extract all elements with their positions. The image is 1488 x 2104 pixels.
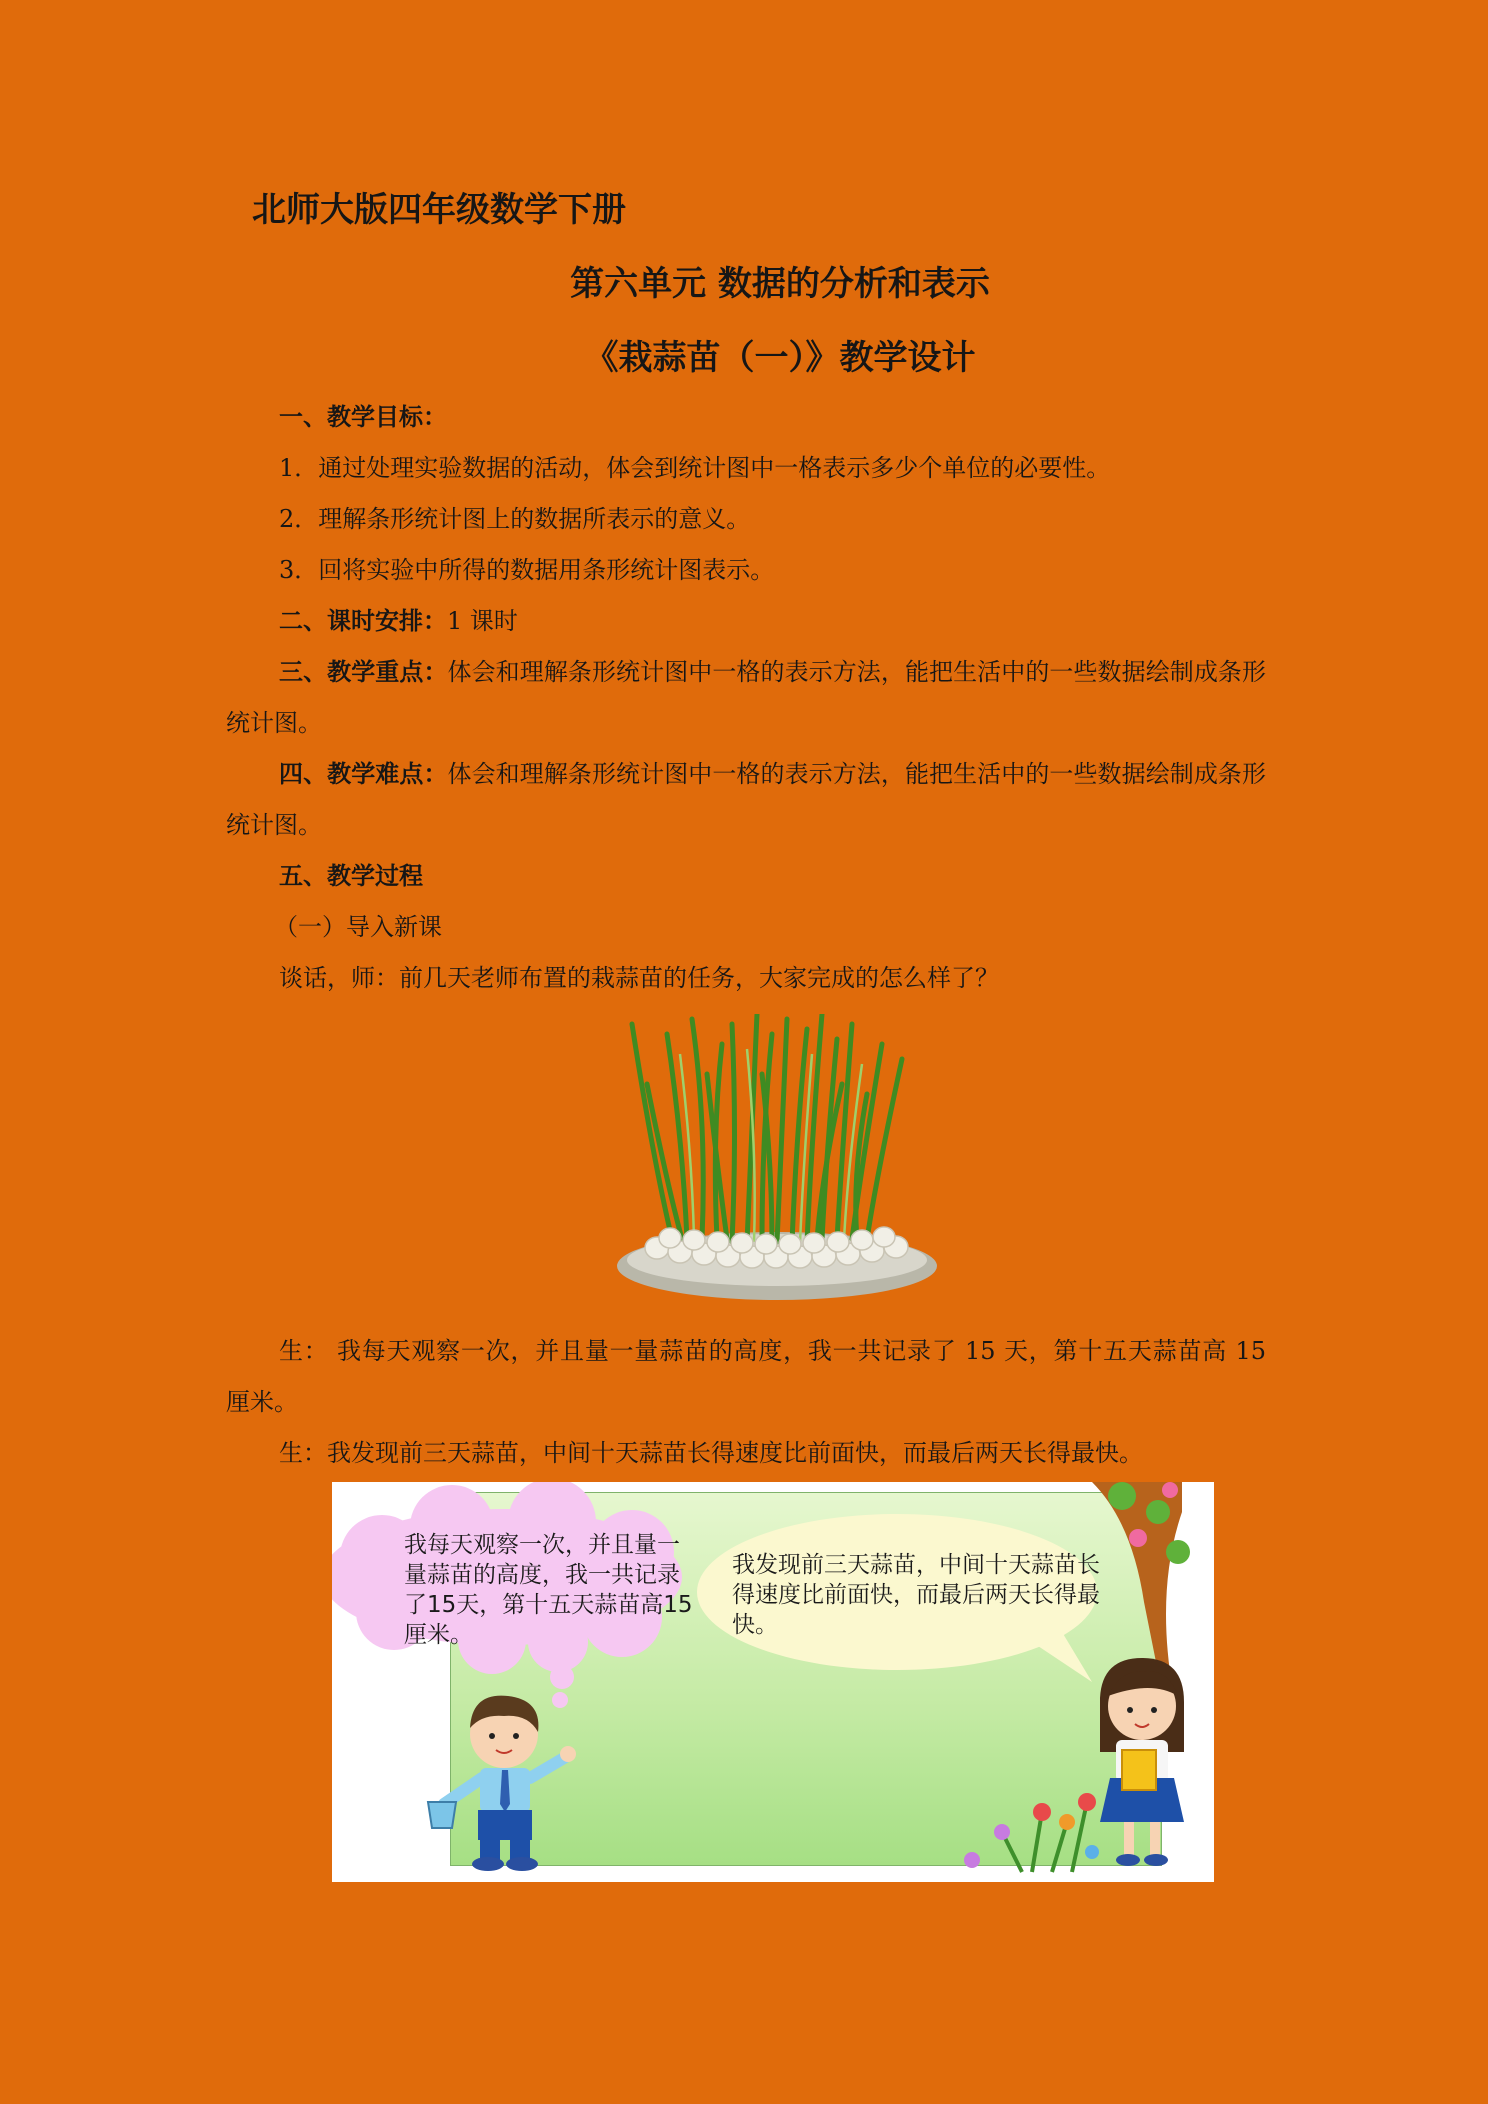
garlic-sprouts-image (612, 1014, 942, 1306)
schedule-value: 1 课时 (447, 607, 518, 635)
key-heading: 三、教学重点： (279, 658, 448, 686)
tree-branch (1092, 1482, 1190, 1672)
girl-character (1100, 1658, 1184, 1866)
process-heading: 五、教学过程 (279, 862, 423, 890)
student-answer-1: 生： 我每天观察一次，并且量一量蒜苗的高度，我一共记录了 15 天，第十五天蒜苗高 15 厘米。 (226, 1337, 1266, 1416)
lesson-body-bottom (226, 1326, 1266, 1479)
cartoon-illustration (332, 1482, 1214, 1882)
objectives-heading: 一、教学目标： (279, 403, 447, 431)
objective-item: 2．理解条形统计图上的数据所表示的意义。 (279, 505, 751, 533)
speech-bubble-text: 我发现前三天蒜苗，中间十天蒜苗长得速度比前面快，而最后两天长得最快。 (732, 1552, 1100, 1638)
process-subheading: （一）导入新课 (274, 913, 442, 941)
schedule-heading: 二、课时安排： (279, 607, 447, 635)
document-header: 北师大版四年级数学下册 (252, 190, 626, 230)
lesson-title: 《栽蒜苗（一）》教学设计 (584, 338, 976, 378)
key-text: 体会和理解条形统计图中一格的表示方法，能把生活中的一些数据绘制成条形统计图。 (226, 658, 1267, 737)
student-answer-2: 生：我发现前三天蒜苗，中间十天蒜苗长得速度比前面快，而最后两天长得最快。 (279, 1439, 1143, 1467)
difficult-points (226, 749, 1266, 851)
unit-title: 第六单元 数据的分析和表示 (570, 264, 990, 304)
thought-bubble-text: 我每天观察一次，并且量一量蒜苗的高度，我一共记录了15天，第十五天蒜苗高15厘米。 (404, 1532, 693, 1648)
sprout-leaves (632, 1014, 902, 1242)
objective-item: 3．回将实验中所得的数据用条形统计图表示。 (279, 556, 775, 584)
flowers (964, 1793, 1099, 1872)
difficulty-text: 体会和理解条形统计图中一格的表示方法，能把生活中的一些数据绘制成条形统计图。 (226, 760, 1267, 839)
objective-item: 1．通过处理实验数据的活动，体会到统计图中一格表示多少个单位的必要性。 (279, 454, 1111, 482)
boy-character (428, 1696, 576, 1871)
teacher-dialog: 谈话，师：前几天老师布置的栽蒜苗的任务，大家完成的怎么样了？ (279, 964, 999, 992)
schedule-line (226, 596, 1266, 647)
key-points (226, 647, 1266, 749)
lesson-body-top (226, 392, 1266, 1004)
difficulty-heading: 四、教学难点： (279, 760, 448, 788)
